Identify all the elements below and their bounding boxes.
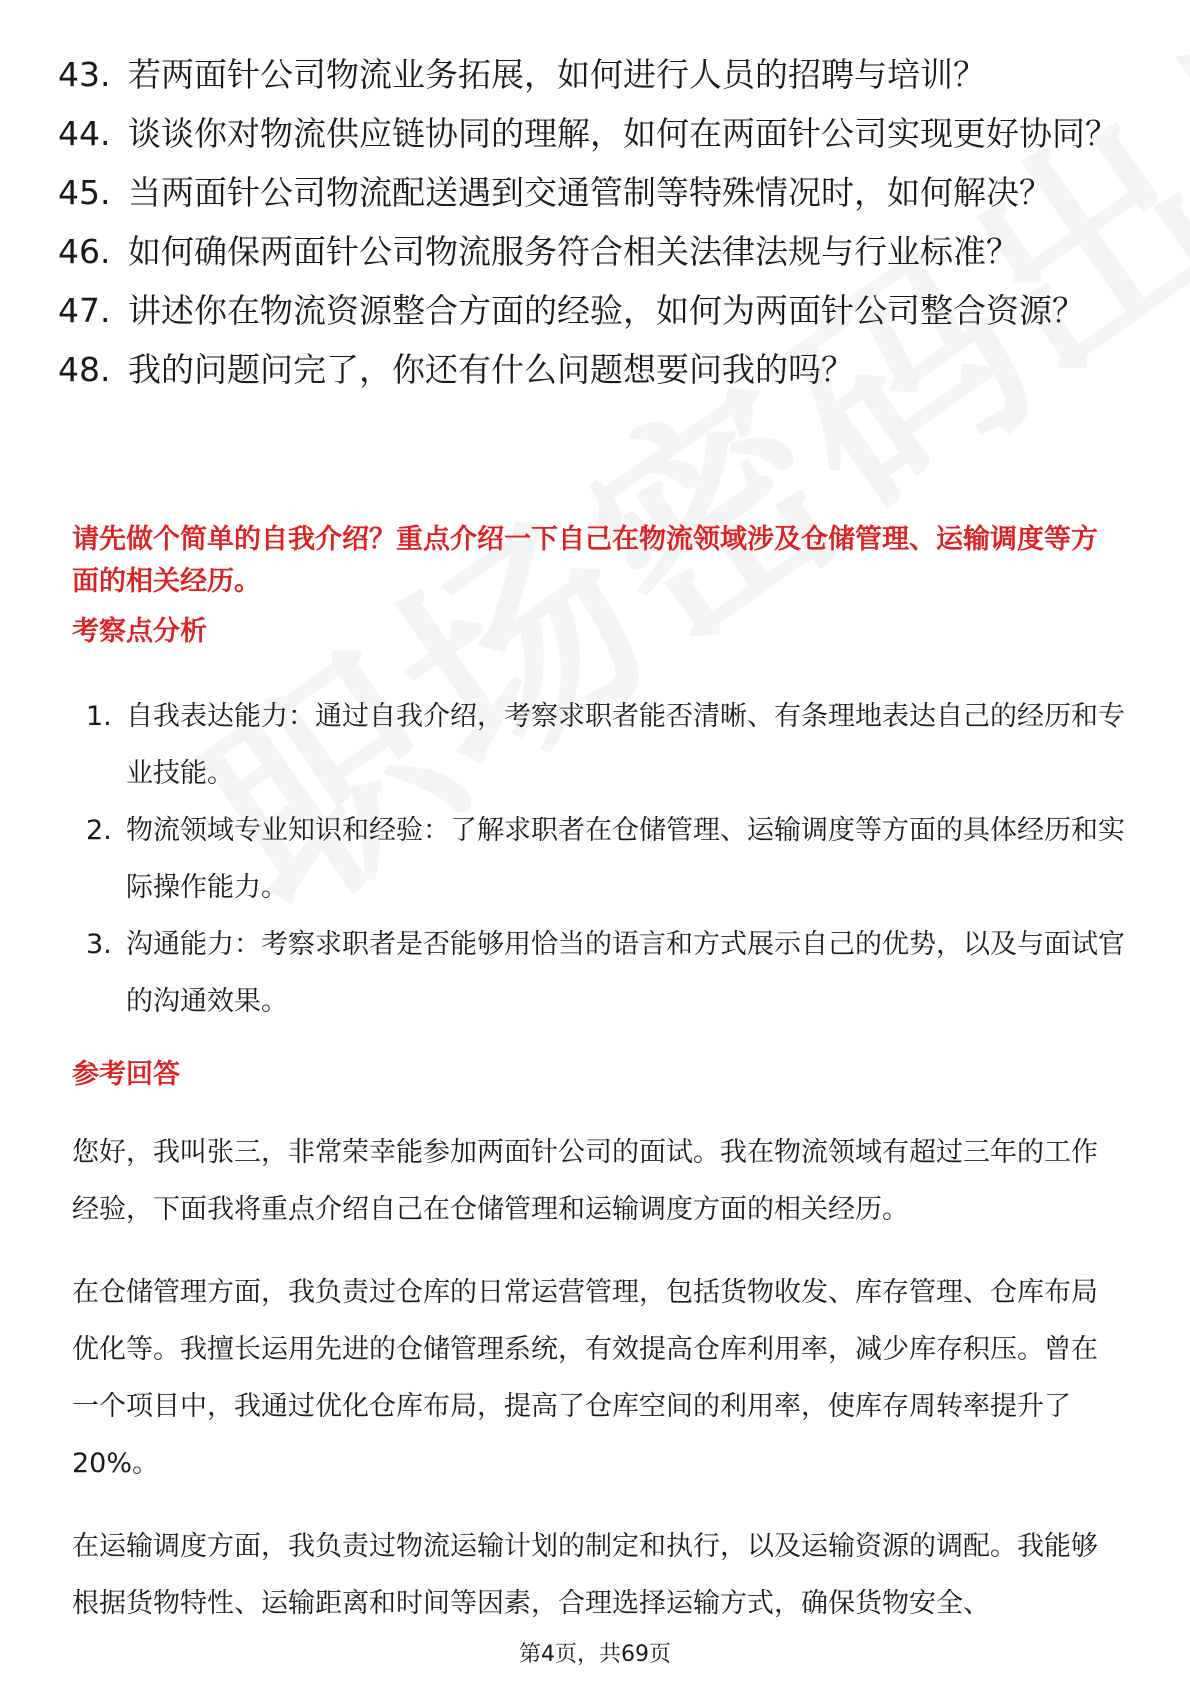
question-text: 若两面针公司物流业务拓展，如何进行人员的招聘与培训？ <box>128 55 986 94</box>
analysis-list <box>86 688 1126 1030</box>
question-item <box>58 113 1138 154</box>
question-text: 我的问题问完了，你还有什么问题想要问我的吗？ <box>128 350 854 389</box>
answer-paragraph: 在仓储管理方面，我负责过仓库的日常运营管理，包括货物收发、库存管理、仓库布局优化等。我擅长运用先进的仓储管理系统，有效提高仓库利用率，减少库存积压。曾在一个项目中，我通过优化仓库布局，提高了仓库空间的利用率，使库存周转率提升了20%。 <box>72 1277 1098 1479</box>
question-text: 谈谈你对物流供应链协同的理解，如何在两面针公司实现更好协同？ <box>128 114 1118 153</box>
analysis-heading: 考察点分析 <box>72 616 207 647</box>
question-text: 如何确保两面针公司物流服务符合相关法律法规与行业标准？ <box>128 232 1019 271</box>
answer-paragraph: 在运输调度方面，我负责过物流运输计划的制定和执行，以及运输资源的调配。我能够根据货物特性、运输距离和时间等因素，合理选择运输方式，确保货物安全、 <box>72 1531 1098 1619</box>
analysis-number: 3. <box>86 929 112 960</box>
analysis-number: 2. <box>86 815 112 846</box>
question-number: 46. <box>58 232 111 271</box>
question-item <box>58 231 1138 272</box>
question-number: 45. <box>58 173 111 212</box>
analysis-text: 物流领域专业知识和经验：了解求职者在仓储管理、运输调度等方面的具体经历和实际操作能力。 <box>126 815 1125 903</box>
analysis-item <box>86 688 1126 802</box>
page-footer: 第4页，共69页 <box>519 1642 671 1667</box>
question-number: 48. <box>58 350 111 389</box>
answer-paragraph: 您好，我叫张三，非常荣幸能参加两面针公司的面试。我在物流领域有超过三年的工作经验，下面我将重点介绍自己在仓储管理和运输调度方面的相关经历。 <box>72 1137 1098 1225</box>
question-number: 44. <box>58 114 111 153</box>
question-item <box>58 172 1138 213</box>
question-item <box>58 54 1138 95</box>
analysis-number: 1. <box>86 701 112 732</box>
analysis-text: 自我表达能力：通过自我介绍，考察求职者能否清晰、有条理地表达自己的经历和专业技能。 <box>126 701 1125 789</box>
analysis-text: 沟通能力：考察求职者是否能够用恰当的语言和方式展示自己的优势，以及与面试官的沟通效果。 <box>126 929 1125 1017</box>
question-item <box>58 290 1138 331</box>
question-item <box>58 349 1138 390</box>
analysis-item <box>86 802 1126 916</box>
question-number: 47. <box>58 291 111 330</box>
question-text: 当两面针公司物流配送遇到交通管制等特殊情况时，如何解决？ <box>128 173 1052 212</box>
question-text: 讲述你在物流资源整合方面的经验，如何为两面针公司整合资源？ <box>128 291 1085 330</box>
question-number: 43. <box>58 55 111 94</box>
question-list <box>58 54 1138 408</box>
featured-question: 请先做个简单的自我介绍？重点介绍一下自己在物流领域涉及仓储管理、运输调度等方面的相关经历。 <box>72 524 1098 597</box>
answer-heading: 参考回答 <box>72 1059 180 1090</box>
analysis-item <box>86 916 1126 1030</box>
